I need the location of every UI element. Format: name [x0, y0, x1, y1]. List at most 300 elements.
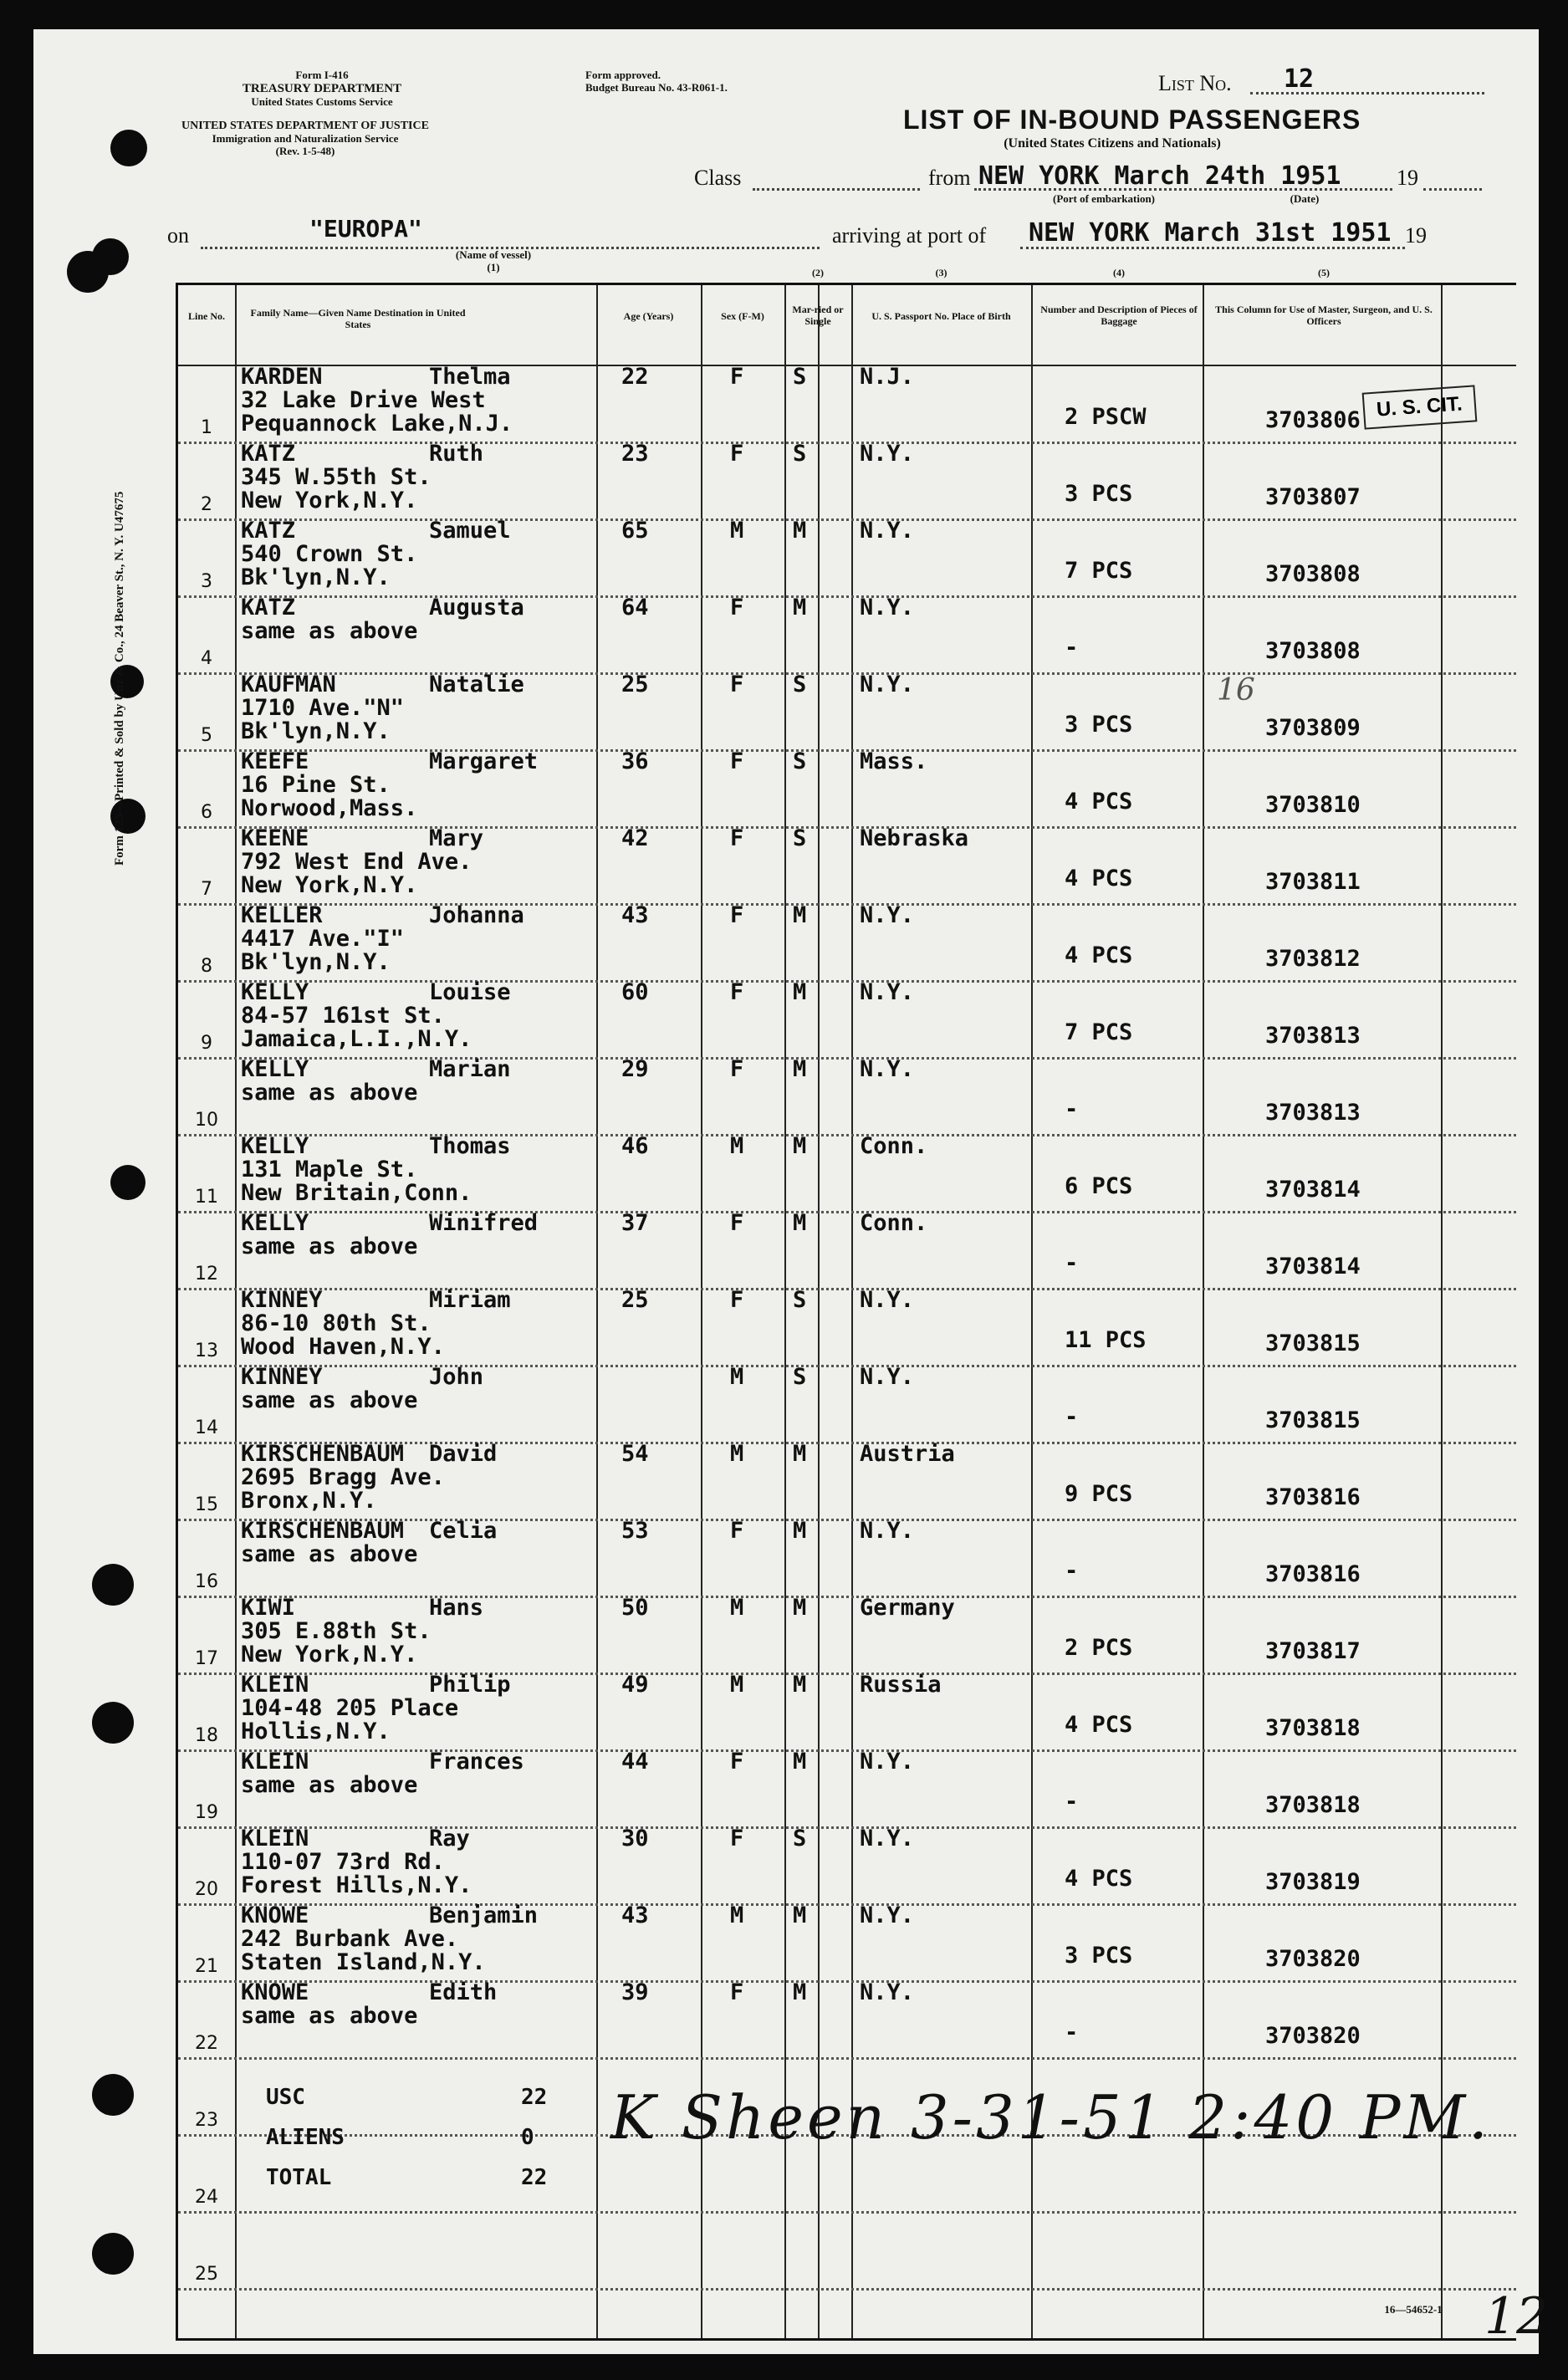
baggage: 11 PCS	[1065, 1327, 1147, 1353]
marital-status: M	[793, 1749, 807, 1775]
address-line-1: 104-48 205 Place	[241, 1695, 459, 1721]
place-of-birth: N.Y.	[860, 1287, 915, 1313]
officer-number: 3703814	[1265, 1254, 1361, 1279]
officer-number: 3703809	[1265, 715, 1361, 741]
family-name: KELLY	[241, 1133, 309, 1159]
address-line-2: Bk'lyn,N.Y.	[241, 564, 391, 590]
address-line-1: 16 Pine St.	[241, 772, 391, 798]
vessel-caption	[435, 249, 552, 274]
vessel-caption-num: (1)	[487, 260, 500, 273]
officer-number: 3703819	[1265, 1869, 1361, 1895]
line-number: 20	[195, 1879, 218, 1900]
age: 29	[621, 1056, 649, 1082]
place-of-birth: N.Y.	[860, 1056, 915, 1082]
family-name: KINNEY	[241, 1364, 323, 1390]
form-number: Form I-416	[295, 69, 349, 81]
given-name: Benjamin	[429, 1902, 539, 1928]
line-number: 9	[201, 1033, 212, 1054]
binder-hole	[110, 1165, 146, 1200]
address-line-1: 242 Burbank Ave.	[241, 1926, 459, 1952]
col-header-officers: This Column for Use of Master, Surgeon, and U. S. Officers	[1215, 304, 1433, 328]
manifest-page	[33, 29, 1549, 2354]
totals-label: ALIENS	[266, 2125, 345, 2150]
place-of-birth: Austria	[860, 1441, 955, 1467]
baggage: -	[1065, 1404, 1079, 1430]
baggage: 3 PCS	[1065, 1943, 1133, 1969]
officer-number: 3703811	[1265, 869, 1361, 895]
totals-value: 0	[521, 2125, 534, 2150]
line-number: 24	[195, 2187, 218, 2208]
baggage: 4 PCS	[1065, 866, 1133, 891]
arriving-label: arriving at port of	[832, 223, 987, 248]
age: 25	[621, 672, 649, 697]
family-name: KELLY	[241, 979, 309, 1005]
age: 30	[621, 1826, 649, 1851]
doj: UNITED STATES DEPARTMENT OF JUSTICE	[181, 120, 429, 132]
place-of-birth: Conn.	[860, 1210, 928, 1236]
address-line-2: Bk'lyn,N.Y.	[241, 949, 391, 975]
baggage: 4 PCS	[1065, 1866, 1133, 1892]
age: 23	[621, 441, 649, 467]
officer-number: 3703806	[1265, 407, 1361, 433]
given-name: Natalie	[429, 672, 524, 697]
address-line-2: New Britain,Conn.	[241, 1180, 472, 1206]
place-of-birth: Russia	[860, 1672, 942, 1698]
officer-number: 3703820	[1265, 2023, 1361, 2049]
family-name: KIWI	[241, 1595, 296, 1621]
col-header-line: Line No.	[187, 310, 225, 322]
family-name: KLEIN	[241, 1672, 309, 1698]
sex: F	[730, 441, 744, 467]
sex: F	[730, 1056, 744, 1082]
marital-status: M	[793, 1595, 807, 1621]
baggage: 7 PCS	[1065, 558, 1133, 584]
binder-hole	[92, 2074, 134, 2116]
margin-note: 16	[1217, 673, 1255, 707]
address-line-1: 2695 Bragg Ave.	[241, 1464, 445, 1490]
age: 65	[621, 518, 649, 544]
place-of-birth: N.Y.	[860, 1749, 915, 1775]
given-name: Hans	[429, 1595, 484, 1621]
address-line-1: same as above	[241, 2003, 418, 2029]
sex: M	[730, 1672, 744, 1698]
place-of-birth: Mass.	[860, 748, 928, 774]
approval-line: Form approved.	[585, 69, 661, 81]
col-num-5: (5)	[1318, 267, 1330, 278]
treasury-dept: TREASURY DEPARTMENT	[242, 81, 402, 95]
baggage: 3 PCS	[1065, 481, 1133, 507]
family-name: KELLER	[241, 902, 323, 928]
budget-line: Budget Bureau No. 43-R061-1.	[585, 80, 728, 94]
address-line-1: same as above	[241, 1772, 418, 1798]
officer-number: 3703814	[1265, 1177, 1361, 1203]
officer-number: 3703812	[1265, 946, 1361, 972]
given-name: Johanna	[429, 902, 524, 928]
place-of-birth: N.Y.	[860, 902, 915, 928]
line-number: 22	[195, 2033, 218, 2054]
place-of-birth: N.Y.	[860, 1364, 915, 1390]
line-number: 16	[195, 1571, 218, 1592]
table-row	[178, 1364, 1516, 1444]
sex: F	[730, 1210, 744, 1236]
family-name: KATZ	[241, 441, 296, 467]
line-number: 8	[201, 956, 212, 977]
address-line-1: 1710 Ave."N"	[241, 695, 405, 721]
address-line-1: 792 West End Ave.	[241, 849, 472, 875]
sex: F	[730, 979, 744, 1005]
binder-hole	[92, 1564, 134, 1606]
given-name: Samuel	[429, 518, 511, 544]
address-line-2: Forest Hills,N.Y.	[241, 1872, 472, 1898]
baggage: 2 PCS	[1065, 1635, 1133, 1661]
family-name: KARDEN	[241, 364, 323, 390]
address-line-2: Pequannock Lake,N.J.	[241, 411, 513, 437]
year-suffix-1: 19	[1397, 166, 1418, 190]
marital-status: M	[793, 1133, 807, 1159]
sex: M	[730, 1595, 744, 1621]
col-header-married: Mar-ried or Single	[792, 304, 844, 328]
marital-status: M	[793, 1518, 807, 1544]
from-value: NEW YORK March 24th 1951	[978, 161, 1341, 191]
given-name: Ruth	[429, 441, 484, 467]
table-row	[178, 979, 1516, 1060]
marital-status: M	[793, 979, 807, 1005]
given-name: Augusta	[429, 595, 524, 621]
date-caption: (Date)	[1290, 192, 1320, 205]
given-name: Edith	[429, 1979, 498, 2005]
officer-number: 3703818	[1265, 1792, 1361, 1818]
table-row	[178, 1595, 1516, 1675]
page-number: 12	[1484, 2287, 1549, 2346]
family-name: KNOWE	[241, 1979, 309, 2005]
marital-status: S	[793, 672, 807, 697]
col-header-sex: Sex (F-M)	[721, 310, 764, 322]
col-num-2: (2)	[812, 267, 824, 278]
officer-number: 3703808	[1265, 561, 1361, 587]
ins: Immigration and Naturalization Service	[212, 132, 399, 146]
marital-status: M	[793, 1979, 807, 2005]
age: 50	[621, 1595, 649, 1621]
binder-hole	[110, 130, 147, 166]
totals-value: 22	[521, 2085, 548, 2110]
given-name: Louise	[429, 979, 511, 1005]
table-row	[178, 595, 1516, 675]
sex: M	[730, 1441, 744, 1467]
totals-label: USC	[266, 2085, 305, 2110]
age: 53	[621, 1518, 649, 1544]
address-line-2: Staten Island,N.Y.	[241, 1949, 486, 1975]
family-name: KLEIN	[241, 1749, 309, 1775]
table-row	[178, 1210, 1516, 1290]
address-line-1: 110-07 73rd Rd.	[241, 1849, 445, 1875]
approval-block	[585, 69, 786, 94]
baggage: 9 PCS	[1065, 1481, 1133, 1507]
family-name: KIRSCHENBAUM	[241, 1441, 405, 1467]
given-name: Margaret	[429, 748, 539, 774]
col-header-passport: U. S. Passport No. Place of Birth	[871, 310, 1011, 322]
rev: (Rev. 1-5-48)	[275, 145, 335, 158]
col-header-baggage: Number and Description of Pieces of Baggage	[1040, 304, 1198, 328]
line-number: 5	[201, 725, 212, 746]
address-line-1: same as above	[241, 618, 418, 644]
year-line-1	[1423, 188, 1482, 191]
row-separator	[178, 2288, 1516, 2291]
doj-block	[167, 120, 443, 158]
family-name: KINNEY	[241, 1287, 323, 1313]
address-line-2: Jamaica,L.I.,N.Y.	[241, 1026, 472, 1052]
marital-status: M	[793, 595, 807, 621]
totals-label: TOTAL	[266, 2165, 332, 2190]
sex: F	[730, 1518, 744, 1544]
sex: F	[730, 1826, 744, 1851]
given-name: Marian	[429, 1056, 511, 1082]
customs-service: United States Customs Service	[251, 95, 393, 109]
given-name: Miriam	[429, 1287, 511, 1313]
address-line-1: 345 W.55th St.	[241, 464, 432, 490]
address-line-2: Wood Haven,N.Y.	[241, 1334, 445, 1360]
address-line-2: Bronx,N.Y.	[241, 1488, 377, 1514]
from-label: from	[928, 166, 971, 190]
place-of-birth: N.Y.	[860, 1826, 915, 1851]
age: 43	[621, 1902, 649, 1928]
address-line-2: Hollis,N.Y.	[241, 1719, 391, 1744]
table-row	[178, 1287, 1516, 1367]
page-subtitle: (United States Citizens and Nationals)	[1004, 136, 1221, 151]
table-row	[178, 1672, 1516, 1752]
marital-status: S	[793, 825, 807, 851]
place-of-birth: Conn.	[860, 1133, 928, 1159]
baggage: -	[1065, 1558, 1079, 1584]
family-name: KEEFE	[241, 748, 309, 774]
baggage: 4 PCS	[1065, 1712, 1133, 1738]
line-number: 1	[201, 417, 212, 438]
given-name: Thomas	[429, 1133, 511, 1159]
line-number: 13	[195, 1341, 218, 1361]
age: 36	[621, 748, 649, 774]
line-number: 6	[201, 802, 212, 823]
age: 22	[621, 364, 649, 390]
line-number: 15	[195, 1494, 218, 1515]
sex: M	[730, 1902, 744, 1928]
address-line-2: Bk'lyn,N.Y.	[241, 718, 391, 744]
table-row	[178, 364, 1516, 444]
place-of-birth: N.Y.	[860, 1979, 915, 2005]
age: 37	[621, 1210, 649, 1236]
baggage: 2 PSCW	[1065, 404, 1147, 430]
table-row	[178, 1056, 1516, 1136]
given-name: Frances	[429, 1749, 524, 1775]
place-of-birth: N.Y.	[860, 595, 915, 621]
baggage: 4 PCS	[1065, 789, 1133, 815]
side-print-text: Form 125—Printed & Sold by Unz & Co., 24 Beaver St., N. Y. U47675	[113, 491, 126, 866]
officer-number: 3703817	[1265, 1638, 1361, 1664]
given-name: Celia	[429, 1518, 498, 1544]
line-number: 12	[195, 1264, 218, 1284]
family-name: KELLY	[241, 1056, 309, 1082]
marital-status: S	[793, 364, 807, 390]
sex: F	[730, 595, 744, 621]
table-row	[178, 2214, 1516, 2291]
baggage: 6 PCS	[1065, 1173, 1133, 1199]
address-line-1: 305 E.88th St.	[241, 1618, 432, 1644]
baggage: -	[1065, 1250, 1079, 1276]
sex: F	[730, 902, 744, 928]
given-name: Winifred	[429, 1210, 539, 1236]
age: 42	[621, 825, 649, 851]
sex: F	[730, 672, 744, 697]
totals-value: 22	[521, 2165, 548, 2190]
table-row	[178, 825, 1516, 906]
handwritten-signature: K Sheen 3-31-51 2:40 PM.	[610, 2082, 1492, 2153]
marital-status: S	[793, 1364, 807, 1390]
address-line-1: same as above	[241, 1387, 418, 1413]
table-row	[178, 518, 1516, 598]
baggage: 4 PCS	[1065, 942, 1133, 968]
officer-number: 3703816	[1265, 1484, 1361, 1510]
line-number: 7	[201, 879, 212, 900]
line-number: 14	[195, 1417, 218, 1438]
officer-number: 3703807	[1265, 484, 1361, 510]
page-title: LIST OF IN-BOUND PASSENGERS	[903, 105, 1361, 135]
col-num-4: (4)	[1113, 267, 1125, 278]
address-line-1: 540 Crown St.	[241, 541, 418, 567]
baggage: -	[1065, 1096, 1079, 1122]
sex: F	[730, 825, 744, 851]
address-line-1: 84-57 161st St.	[241, 1003, 445, 1029]
baggage: -	[1065, 1789, 1079, 1815]
baggage: -	[1065, 635, 1079, 661]
officer-number: 3703810	[1265, 792, 1361, 818]
class-line	[753, 188, 920, 191]
on-label: on	[167, 223, 189, 248]
col-header-name: Family Name—Given Name Destination in United States	[250, 307, 466, 331]
marital-status: M	[793, 1902, 807, 1928]
list-no-label: List No.	[1158, 71, 1232, 95]
age: 46	[621, 1133, 649, 1159]
place-of-birth: Germany	[860, 1595, 955, 1621]
arriving-value: NEW YORK March 31st 1951	[1029, 218, 1392, 248]
family-name: KATZ	[241, 595, 296, 621]
line-number: 10	[195, 1110, 218, 1131]
line-number: 11	[195, 1187, 218, 1208]
port-caption: (Port of embarkation)	[1052, 192, 1156, 205]
header-rule	[178, 365, 1516, 366]
address-line-1: same as above	[241, 1541, 418, 1567]
officer-number: 3703815	[1265, 1407, 1361, 1433]
address-line-2: Norwood,Mass.	[241, 795, 418, 821]
place-of-birth: Nebraska	[860, 825, 969, 851]
place-of-birth: N.Y.	[860, 979, 915, 1005]
line-number: 25	[195, 2264, 218, 2285]
place-of-birth: N.Y.	[860, 1518, 915, 1544]
marital-status: S	[793, 748, 807, 774]
line-number: 4	[201, 648, 212, 669]
sex: M	[730, 1133, 744, 1159]
given-name: John	[429, 1364, 484, 1390]
marital-status: S	[793, 441, 807, 467]
family-name: KLEIN	[241, 1826, 309, 1851]
family-name: KELLY	[241, 1210, 309, 1236]
address-line-1: 131 Maple St.	[241, 1157, 418, 1182]
year-suffix-2: 19	[1405, 223, 1427, 248]
marital-status: M	[793, 1056, 807, 1082]
passenger-table	[176, 267, 1516, 2341]
sex: F	[730, 748, 744, 774]
officer-number: 3703813	[1265, 1100, 1361, 1126]
line-number: 23	[195, 2110, 218, 2131]
line-number: 18	[195, 1725, 218, 1746]
age: 60	[621, 979, 649, 1005]
marital-status: M	[793, 1210, 807, 1236]
officer-number: 3703820	[1265, 1946, 1361, 1972]
age: 54	[621, 1441, 649, 1467]
line-number: 17	[195, 1648, 218, 1669]
address-line-1: 32 Lake Drive West	[241, 387, 486, 413]
family-name: KATZ	[241, 518, 296, 544]
sex: F	[730, 1287, 744, 1313]
family-name: KAUFMAN	[241, 672, 336, 697]
sex: F	[730, 1979, 744, 2005]
sex: M	[730, 1364, 744, 1390]
table-row	[178, 1826, 1516, 1906]
age: 25	[621, 1287, 649, 1313]
family-name: KEENE	[241, 825, 309, 851]
address-line-2: New York,N.Y.	[241, 872, 418, 898]
binder-hole	[92, 238, 129, 275]
place-of-birth: N.Y.	[860, 1902, 915, 1928]
officer-number: 3703808	[1265, 638, 1361, 664]
vessel-caption-text: (Name of vessel)	[455, 248, 532, 261]
sex: F	[730, 364, 744, 390]
place-of-birth: N.Y.	[860, 441, 915, 467]
us-cit-stamp: U. S. CIT.	[1362, 385, 1477, 429]
table-row	[178, 441, 1516, 521]
address-line-1: 4417 Ave."I"	[241, 926, 405, 952]
place-of-birth: N.J.	[860, 364, 915, 390]
given-name: Ray	[429, 1826, 470, 1851]
marital-status: M	[793, 1672, 807, 1698]
vessel-name: "EUROPA"	[309, 215, 422, 243]
sex: M	[730, 518, 744, 544]
officer-number: 3703813	[1265, 1023, 1361, 1049]
line-number: 3	[201, 571, 212, 592]
given-name: Mary	[429, 825, 484, 851]
age: 44	[621, 1749, 649, 1775]
age: 39	[621, 1979, 649, 2005]
marital-status: S	[793, 1826, 807, 1851]
family-name: KIRSCHENBAUM	[241, 1518, 405, 1544]
place-of-birth: N.Y.	[860, 518, 915, 544]
marital-status: M	[793, 1441, 807, 1467]
sex: F	[730, 1749, 744, 1775]
given-name: Thelma	[429, 364, 511, 390]
class-label: Class	[694, 166, 742, 190]
binder-hole	[92, 2233, 134, 2275]
given-name: David	[429, 1441, 498, 1467]
officer-number: 3703818	[1265, 1715, 1361, 1741]
line-number: 2	[201, 494, 212, 515]
baggage: 3 PCS	[1065, 712, 1133, 738]
line-number: 19	[195, 1802, 218, 1823]
binder-hole	[92, 1702, 134, 1744]
line-number: 21	[195, 1956, 218, 1977]
address-line-1: 86-10 80th St.	[241, 1310, 432, 1336]
col-num-3: (3)	[935, 267, 947, 278]
table-row	[178, 1749, 1516, 1829]
table-row	[178, 672, 1516, 752]
place-of-birth: N.Y.	[860, 672, 915, 697]
form-block	[213, 69, 431, 109]
